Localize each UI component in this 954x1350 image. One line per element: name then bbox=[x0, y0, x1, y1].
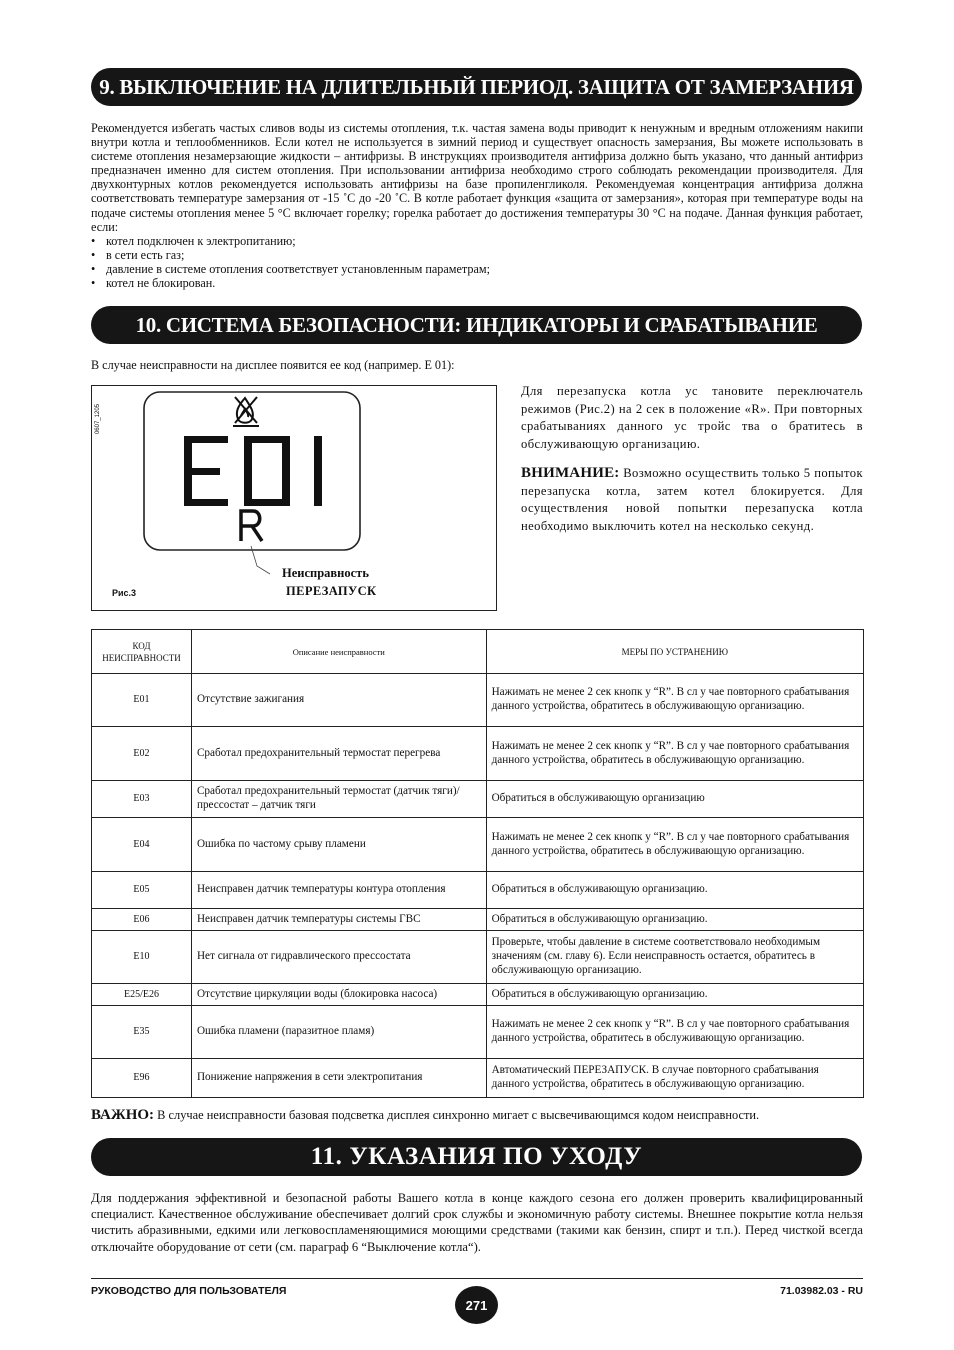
reset-instructions bbox=[521, 383, 863, 535]
reset-paragraph: Для перезапуска котла ус тановите переключатель режимов (Рис.2) на 2 сек в положение «R». При повторных срабатываниях данного ус тройс тва о братитесь в обслуживающую организацию. bbox=[521, 384, 863, 451]
row-description: Сработал предохранительный термостат перегрева bbox=[191, 727, 486, 781]
list-item: • котел не блокирован. bbox=[91, 276, 863, 290]
row-code: E06 bbox=[92, 909, 192, 931]
row-description: Ошибка пламени (паразитное пламя) bbox=[191, 1006, 486, 1059]
row-code: E25/E26 bbox=[92, 984, 192, 1006]
attention-text: Возможно осуществить только 5 попыток перезапуска котла, затем котел блокируется. Для осуществления новой попытки перезапуска котла необходимо выключить котел на несколько секунд. bbox=[521, 466, 863, 533]
header-actions: МЕРЫ ПО УСТРАНЕНИЮ bbox=[486, 630, 863, 674]
important-note bbox=[91, 1108, 863, 1122]
important-text: В случае неисправности базовая подсветка дисплея синхронно мигает с высвечивающимся кодом неисправности. bbox=[154, 1108, 760, 1122]
footer-divider bbox=[91, 1278, 863, 1279]
section-11-body: Для поддержания эффективной и безопасной работы Вашего котла в конце каждого сезона его должен проверить квалифицированный специалист. Качественное обслуживание обеспечивает долгий срок службы и экономичную работу системы. Внешнее покрытие котла нельзя чистить абразивными, едкими или легковоспламеняющимися моющими средствами (такими как бензин, спирт и т.п.). Перед чисткой всегда отключайте оборудование от сети (см. параграф 6 “Выключение котла“). bbox=[91, 1191, 863, 1254]
row-action: Нажимать не менее 2 сек кнопк у “R”. В сл у чае повторного срабатывания данного устройства, обратитесь в обслуживающую организацию. bbox=[486, 818, 863, 872]
row-code: E02 bbox=[92, 727, 192, 781]
row-description: Отсутствие зажигания bbox=[191, 674, 486, 727]
row-action: Автоматический ПЕРЕЗАПУСК. В случае повторного срабатывания данного устройства, обратитесь в обслуживающую организацию. bbox=[486, 1059, 863, 1098]
section-10-heading: 10. СИСТЕМА БЕЗОПАСНОСТИ: ИНДИКАТОРЫ И СРАБАТЫВАНИЕ bbox=[91, 306, 862, 344]
attention-paragraph bbox=[521, 465, 863, 535]
row-action: Нажимать не менее 2 сек кнопк у “R”. В сл у чае повторного срабатывания данного устройства, обратитесь в обслуживающую организацию. bbox=[486, 1006, 863, 1059]
table-row bbox=[92, 1006, 864, 1059]
footer-title: РУКОВОДСТВО ДЛЯ ПОЛЬЗОВАТЕЛЯ bbox=[91, 1285, 287, 1297]
table-row bbox=[92, 872, 864, 909]
section-9-body bbox=[91, 121, 863, 290]
table-row bbox=[92, 674, 864, 727]
list-item: • давление в системе отопления соответствует установленным параметрам; bbox=[91, 262, 863, 276]
row-code: E10 bbox=[92, 931, 192, 984]
row-description: Сработал предохранительный термостат (датчик тяги)/ прессостат – датчик тяги bbox=[191, 781, 486, 818]
section-9-heading: 9. ВЫКЛЮЧЕНИЕ НА ДЛИТЕЛЬНЫЙ ПЕРИОД. ЗАЩИТА ОТ ЗАМЕРЗАНИЯ bbox=[91, 68, 862, 106]
condition-list bbox=[91, 234, 863, 290]
row-action: Проверьте, чтобы давление в системе соответствовало необходимым значениям (см. главу 6). Если неисправность остается, обратитесь в обслуживающую организацию. bbox=[486, 931, 863, 984]
table-row bbox=[92, 1059, 864, 1098]
list-item: • котел подключен к электропитанию; bbox=[91, 234, 863, 248]
row-description: Неисправен датчик температуры контура отопления bbox=[191, 872, 486, 909]
table-row bbox=[92, 984, 864, 1006]
footer-doc-code: 71.03982.03 - RU bbox=[780, 1285, 863, 1297]
table-header-row bbox=[92, 630, 864, 674]
row-action: Обратиться в обслуживающую организацию. bbox=[486, 872, 863, 909]
table-row bbox=[92, 818, 864, 872]
row-code: E35 bbox=[92, 1006, 192, 1059]
row-code: E05 bbox=[92, 872, 192, 909]
page-number: 271 bbox=[455, 1286, 498, 1324]
row-description: Отсутствие циркуляции воды (блокировка насоса) bbox=[191, 984, 486, 1006]
row-action: Обратиться в обслуживающую организацию. bbox=[486, 909, 863, 931]
row-code: E01 bbox=[92, 674, 192, 727]
list-item: • в сети есть газ; bbox=[91, 248, 863, 262]
row-description: Понижение напряжения в сети электропитания bbox=[191, 1059, 486, 1098]
fault-label: Неисправность bbox=[282, 566, 369, 580]
header-description: Описание неисправности bbox=[191, 630, 486, 674]
row-description: Неисправен датчик температуры системы ГВС bbox=[191, 909, 486, 931]
figure-display bbox=[91, 385, 497, 611]
row-action: Обратиться в обслуживающую организацию. bbox=[486, 984, 863, 1006]
attention-label: ВНИМАНИЕ: bbox=[521, 465, 620, 481]
fault-code-table bbox=[91, 629, 864, 1098]
row-action: Нажимать не менее 2 сек кнопк у “R”. В сл у чае повторного срабатывания данного устройства, обратитесь в обслуживающую организацию. bbox=[486, 674, 863, 727]
section-11-heading: 11. УКАЗАНИЯ ПО УХОДУ bbox=[91, 1138, 862, 1176]
figure-caption: Рис.3 bbox=[112, 588, 137, 598]
table-row bbox=[92, 781, 864, 818]
row-action: Нажимать не менее 2 сек кнопк у “R”. В сл у чае повторного срабатывания данного устройства, обратитесь в обслуживающую организацию. bbox=[486, 727, 863, 781]
section-10-intro: В случае неисправности на дисплее появится ее код (например. E 01): bbox=[91, 358, 455, 372]
row-description: Ошибка по частому срыву пламени bbox=[191, 818, 486, 872]
row-code: E04 bbox=[92, 818, 192, 872]
table-row bbox=[92, 931, 864, 984]
figure-side-code: 0607_1205 bbox=[95, 403, 101, 435]
table-row bbox=[92, 909, 864, 931]
row-code: E03 bbox=[92, 781, 192, 818]
section-9-paragraph: Рекомендуется избегать частых сливов воды из системы отопления, т.к. частая замена воды приводит к ненужным и вредным отложениям накипи внутри котла и теплообменников. Если котел не используется в зимний период и существует опасность замерзания, Вы можете использовать в системе отопления незамерзающие жидкости – антифризы. В инструкциях производителя антифриза должно быть указано, что данный антифриз предназначен именно для систем отопления. При использовании антифриза необходимо строго соблюдать рекомендации производителя. Для двухконтурных котлов рекомендуется использовать антифризы на базе пропиленгликоля. Рекомендуемая концентрация антифриза должна соответствовать температуре замерзания от -15 ˚С до -20 ˚С. В котле работает функция «защита от замерзания», которая при температуре воды на подаче системы отопления менее 5 °С включает горелку; горелка работает до достижения температуры 30 °С на подаче. Данная функция работает, если: bbox=[91, 121, 863, 234]
row-description: Нет сигнала от гидравлического прессостата bbox=[191, 931, 486, 984]
important-label: ВАЖНО: bbox=[91, 1107, 155, 1123]
row-action: Обратиться в обслуживающую организацию bbox=[486, 781, 863, 818]
header-code: КОД НЕИСПРАВНОСТИ bbox=[92, 630, 192, 674]
reset-label: ПЕРЕЗАПУСК bbox=[286, 584, 377, 598]
row-code: E96 bbox=[92, 1059, 192, 1098]
table-row bbox=[92, 727, 864, 781]
